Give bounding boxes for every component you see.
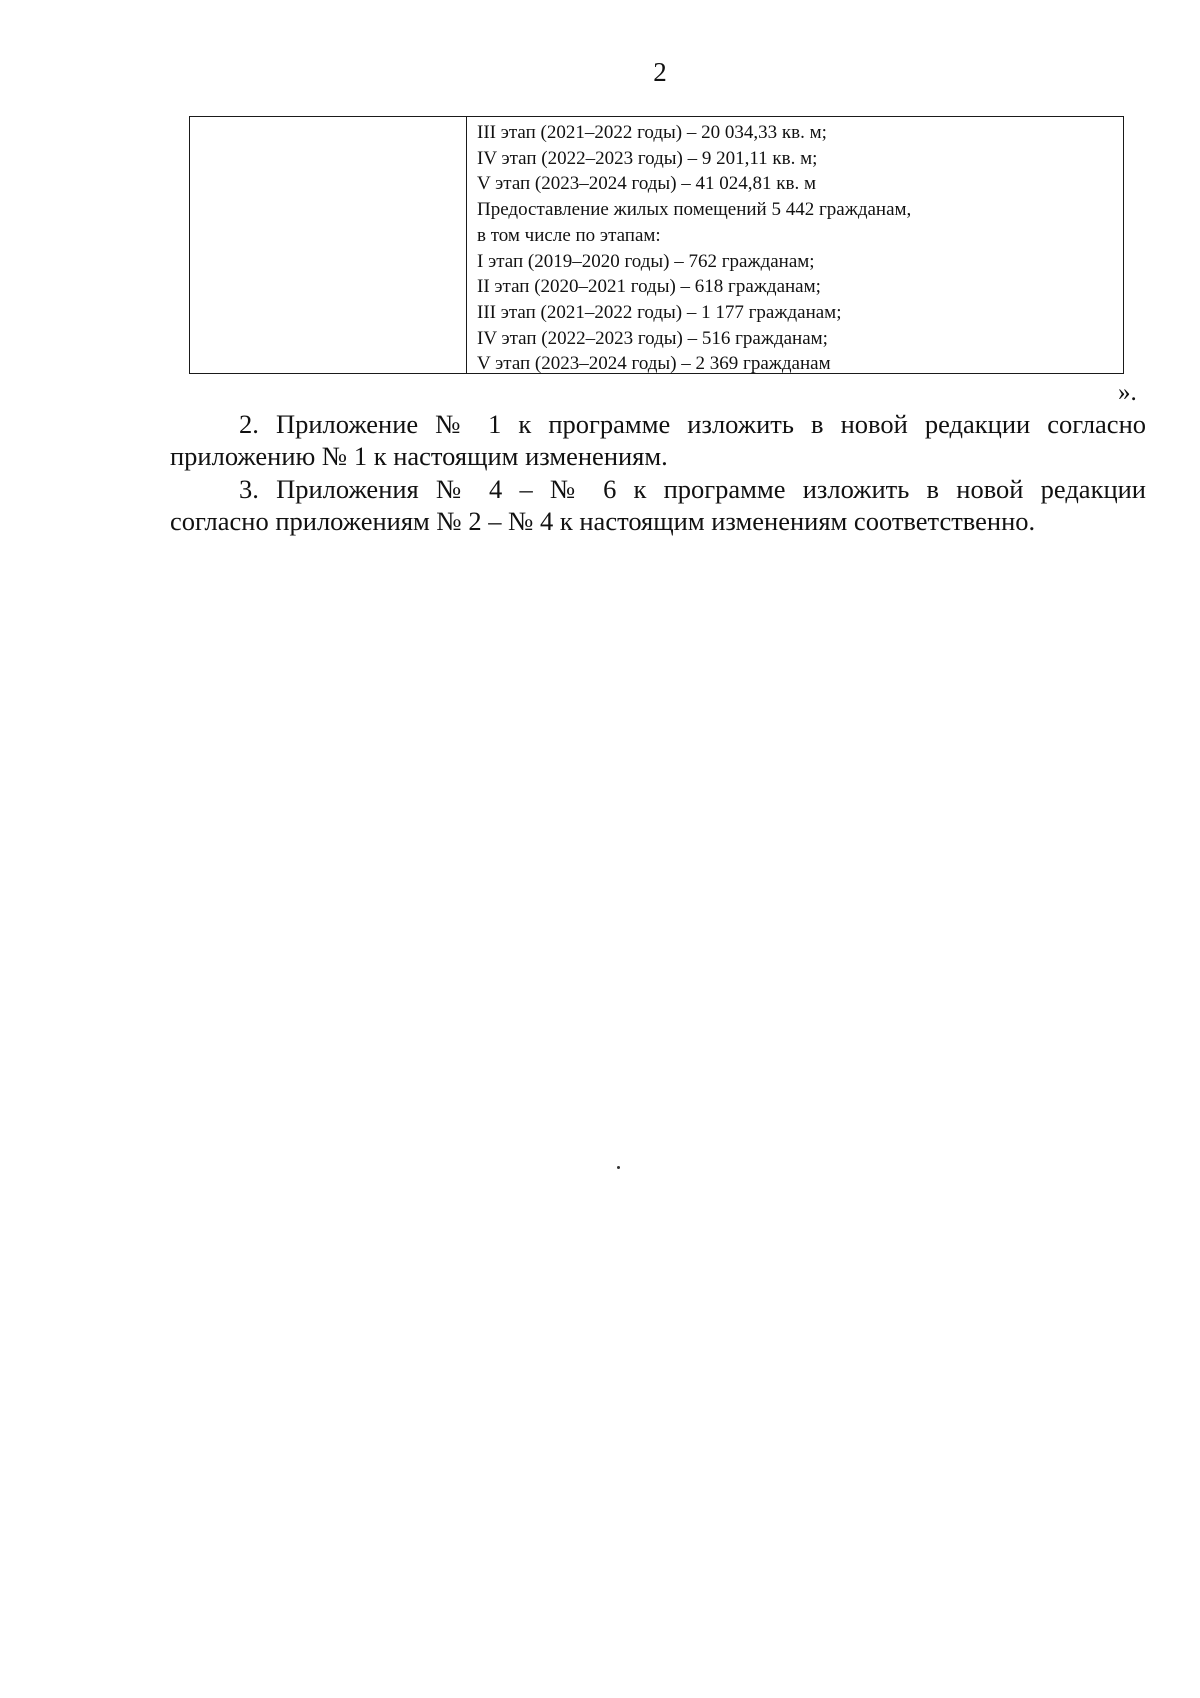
paragraph-line: согласно приложениям № 2 – № 4 к настоящим изменениям соответственно. <box>170 506 1036 536</box>
paragraph-2 <box>170 408 1146 472</box>
table-line: V этап (2023–2024 годы) – 41 024,81 кв. м <box>477 173 817 195</box>
paragraph-3 <box>170 473 1146 537</box>
page-number: 2 <box>653 57 667 87</box>
paragraph-line-text: 3. Приложения № 4 – № 6 к программе изложить в новой редакции <box>239 474 1146 504</box>
table-line: III этап (2021–2022 годы) – 20 034,33 кв. м; <box>477 122 827 143</box>
paragraph-line <box>170 473 1146 505</box>
paragraph-line <box>170 408 1146 440</box>
stage-results-table <box>189 116 1124 374</box>
scan-dot <box>617 1166 620 1169</box>
closing-quote: ». <box>1118 379 1137 406</box>
table-line: Предоставление жилых помещений 5 442 гражданам, <box>477 199 912 221</box>
table-line: в том числе по этапам: <box>477 224 661 246</box>
table-line: IV этап (2022–2023 годы) – 516 гражданам; <box>477 327 828 349</box>
table-line: IV этап (2022–2023 годы) – 9 201,11 кв. м; <box>477 147 818 169</box>
table-line: I этап (2019–2020 годы) – 762 гражданам; <box>477 250 815 272</box>
table-right-cell <box>477 120 1115 377</box>
paragraph-line-text: 2. Приложение № 1 к программе изложить в новой редакции согласно <box>239 409 1146 439</box>
table-line: II этап (2020–2021 годы) – 618 гражданам; <box>477 276 821 298</box>
table-column-divider <box>466 117 467 373</box>
paragraph-line: приложению № 1 к настоящим изменениям. <box>170 441 668 471</box>
table-line: V этап (2023–2024 годы) – 2 369 гражданам <box>477 353 831 375</box>
table-line: III этап (2021–2022 годы) – 1 177 гражданам; <box>477 301 842 323</box>
